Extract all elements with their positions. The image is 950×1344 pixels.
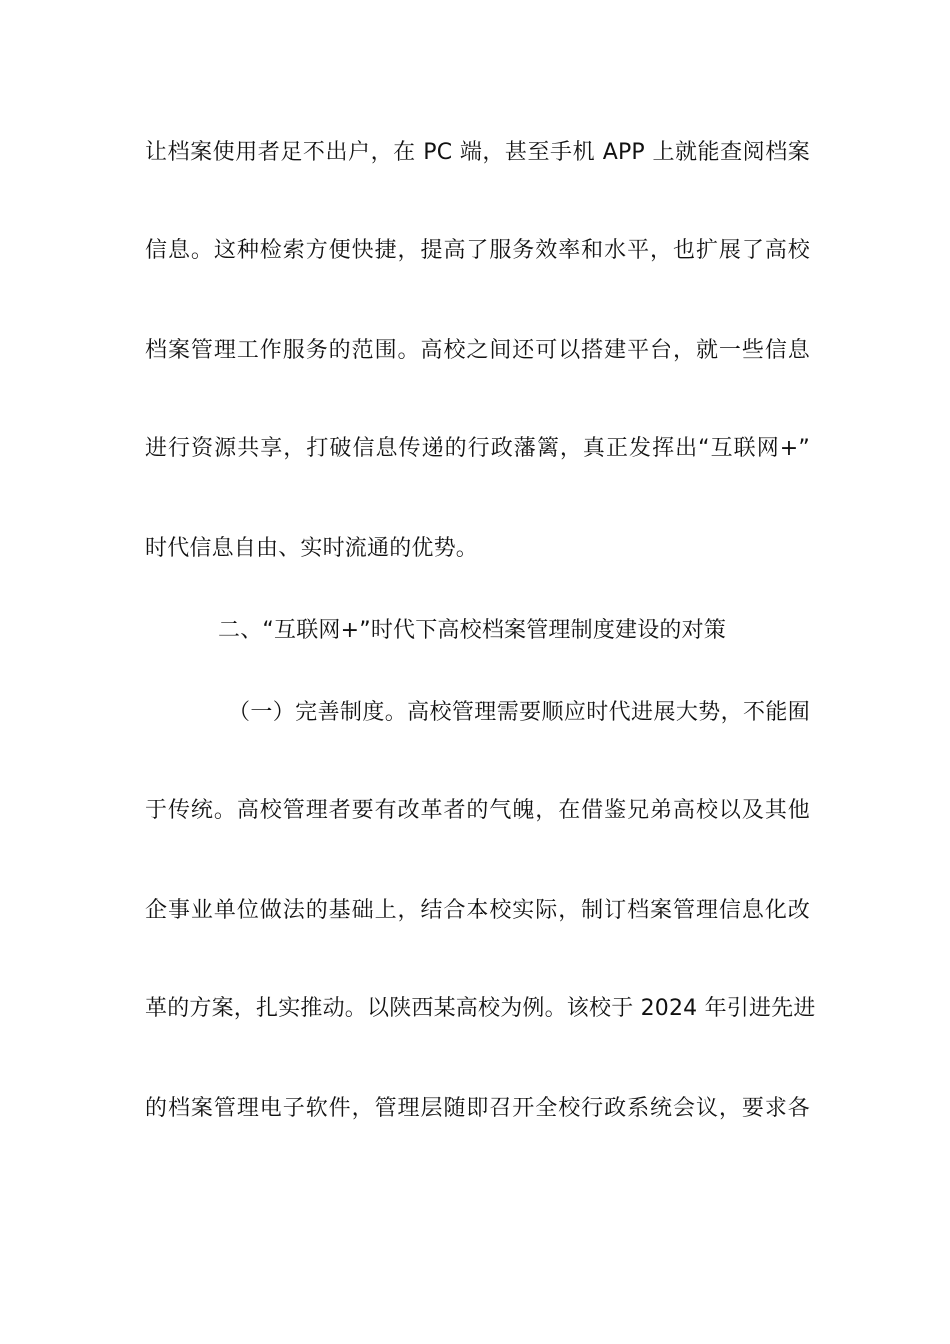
paragraph-line-4: 革的方案，扎实推动。以陕西某高校为例。该校于 2024 年引进先进: [145, 996, 816, 1021]
section-heading: 二、“互联网+”时代下高校档案管理制度建设的对策: [218, 618, 727, 643]
text-line-5: 时代信息自由、实时流通的优势。: [145, 536, 479, 561]
text-line-2: 信息。这种检索方便快捷，提高了服务效率和水平，也扩展了高校: [145, 238, 810, 263]
paragraph-line-3: 企事业单位做法的基础上，结合本校实际，制订档案管理信息化改: [145, 898, 810, 923]
paragraph-line-5: 的档案管理电子软件，管理层随即召开全校行政系统会议，要求各: [145, 1096, 810, 1121]
paragraph-line-1: （一）完善制度。高校管理需要顺应时代进展大势，不能囿: [228, 700, 810, 725]
paragraph-line-2: 于传统。高校管理者要有改革者的气魄，在借鉴兄弟高校以及其他: [145, 798, 810, 823]
text-line-3: 档案管理工作服务的范围。高校之间还可以搭建平台，就一些信息: [145, 338, 810, 363]
text-line-1: 让档案使用者足不出户，在 PC 端，甚至手机 APP 上就能查阅档案: [145, 140, 810, 165]
text-line-4: 进行资源共享，打破信息传递的行政藩篱，真正发挥出“互联网+”: [145, 436, 810, 461]
